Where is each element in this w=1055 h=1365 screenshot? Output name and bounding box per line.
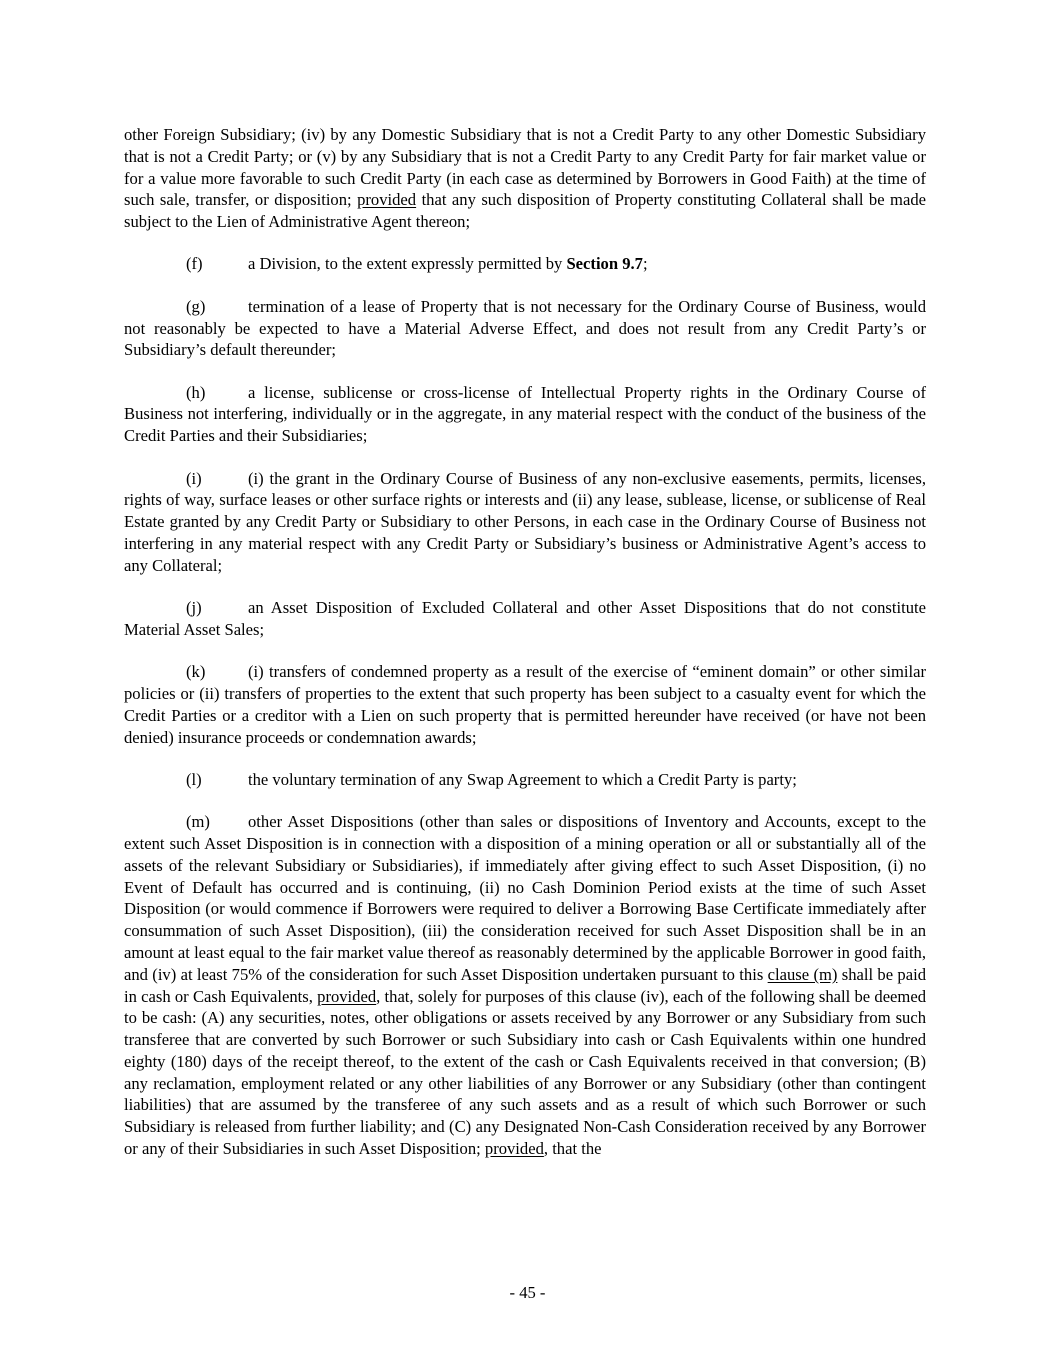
- clause-label: (g): [186, 296, 206, 316]
- clause-text-4: , that the: [543, 1139, 602, 1159]
- section-reference: Section 9.7: [566, 254, 643, 274]
- clause-label: (f): [186, 254, 203, 274]
- clause-j: [124, 597, 926, 641]
- clause-label: (j): [186, 598, 202, 618]
- clause-g: [124, 296, 926, 361]
- clause-text: other Asset Dispositions (other than sales or dispositions of Inventory and Accounts, except to the extent such Asset Disposition is in connection with a disposition of a mining operation or all or substantially all of the assets of the relevant Subsidiary or Subsidiaries), if immediately after giving effect to such Asset Disposition, (i) no Event of Default has occurred and is continuing, (ii) no Cash Dominion Period exists at the time of such Asset Disposition (or would commence if Borrowers were required to deliver a Borrowing Base Certificate immediately after consummation of such Asset Disposition), (iii) the consideration received for such Asset Disposition shall be in an amount at least equal to the fair market value thereof as reasonably determined by the applicable Borrower in good faith, and (iv) at least 75% of the consideration for such Asset Disposition undertaken pursuant to this: [124, 812, 926, 984]
- provided-term: provided: [484, 1139, 544, 1159]
- provided-term: provided: [357, 190, 417, 210]
- clause-k: [124, 661, 926, 748]
- clause-i: [124, 468, 926, 577]
- clause-text: (i) transfers of condemned property as a result of the exercise of “eminent domain” or other similar policies or (ii) transfers of properties to the extent that such property has been subject to a casualty event for which the Credit Parties or a creditor with a Lien on such property that is permitted hereunder have received (or have not been denied) insurance proceeds or condemnation awards;: [124, 662, 926, 747]
- clause-reference: clause (m): [767, 964, 838, 984]
- clause-label: (m): [186, 812, 210, 832]
- page-number: - 45 -: [509, 1283, 546, 1302]
- clause-m: [124, 811, 926, 1160]
- clause-text: a license, sublicense or cross-license of Intellectual Property rights in the Ordinary Course of Business not interfering, individually or in the aggregate, in any material respect with the conduct of the business of the Credit Parties and their Subsidiaries;: [124, 382, 926, 446]
- clause-text-2: shall be paid in cash or Cash Equivalents,: [124, 964, 926, 1006]
- clause-text-3: , that, solely for purposes of this clause (iv), each of the following shall be deemed to be cash: (A) any securities, notes, other obligations or assets received by any Borrower or any Subsidiary from such transferee that are converted by such Borrower or such Subsidiary into cash or Cash Equivalents within one hundred eighty (180) days of the receipt thereof, to the extent of the cash or Cash Equivalents received in that conversion; (B) any reclamation, employment related or any other liabilities of any Borrower or any Subsidiary (other than contingent liabilities) that are assumed by the transferee of any such assets and as a result of which such Borrower or such Subsidiary is released from further liability; and (C) any Designated Non-Cash Consideration received by any Borrower or any of their Subsidiaries in such Asset Disposition;: [124, 986, 926, 1159]
- provided-term: provided: [317, 986, 377, 1006]
- continuation-paragraph: [124, 124, 926, 233]
- clause-f: [124, 253, 926, 275]
- clause-text: termination of a lease of Property that is not necessary for the Ordinary Course of Business, would not reasonably be expected to have a Material Adverse Effect, and does not result from any Credit Party’s or Subsidiary’s default thereunder;: [124, 296, 926, 360]
- clause-label: (k): [186, 662, 206, 682]
- clause-label: (h): [186, 382, 206, 402]
- clause-label: (i): [186, 468, 202, 488]
- clause-l: [124, 769, 926, 791]
- clause-text: a Division, to the extent expressly permitted by: [248, 254, 567, 274]
- clause-label: (l): [186, 769, 202, 789]
- clause-text: (i) the grant in the Ordinary Course of Business of any non-exclusive easements, permits, licenses, rights of way, surface leases or other surface rights or interests and (ii) any lease, sublease, license, or sublicense of Real Estate granted by any Credit Party or Subsidiary to other Persons, in each case in the Ordinary Course of Business not interfering in any material respect with any Credit Party or Subsidiary’s business or Administrative Agent’s access to any Collateral;: [124, 468, 926, 575]
- clause-h: [124, 382, 926, 447]
- clause-text: the voluntary termination of any Swap Agreement to which a Credit Party is party;: [248, 769, 797, 789]
- clause-text-end: ;: [642, 254, 648, 274]
- intro-text: other Foreign Subsidiary; (iv) by any Domestic Subsidiary that is not a Credit Party to any other Domestic Subsidiary that is not a Credit Party; or (v) by any Subsidiary that is not a Credit Party to any Credit Party for fair market value or for a value more favorable to such Credit Party (in each case as determined by Borrowers in Good Faith) at the time of such sale, transfer, or disposition;: [124, 125, 926, 210]
- intro-text-end: that any such disposition of Property constituting Collateral shall be made subject to the Lien of Administrative Agent thereon;: [124, 190, 926, 232]
- document-body: [124, 124, 926, 1160]
- clause-text: an Asset Disposition of Excluded Collateral and other Asset Dispositions that do not constitute Material Asset Sales;: [124, 598, 926, 639]
